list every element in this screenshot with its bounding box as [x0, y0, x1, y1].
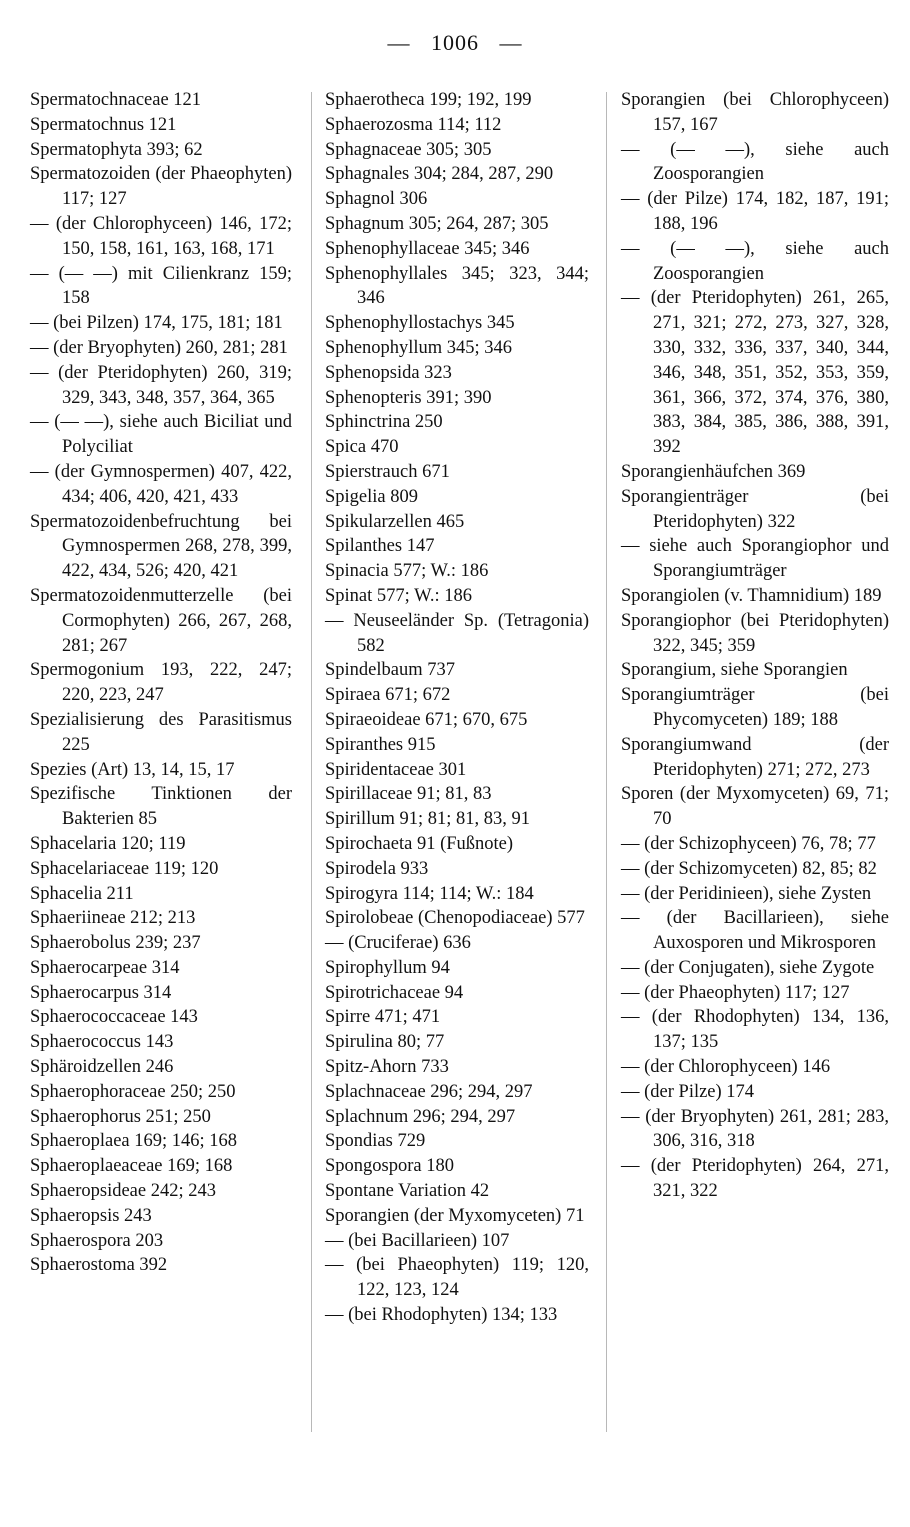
- index-entry: Sphenophyllales 345; 323, 344; 346: [325, 263, 589, 309]
- index-entry: Sphenophyllaceae 345; 346: [325, 238, 530, 259]
- index-entry: Spirodela 933: [325, 858, 429, 879]
- index-entry: Spermatozoidenbefruchtung bei Gymnospermen 268, 278, 399, 422, 434, 526; 420, 421: [30, 511, 292, 582]
- index-entry: Sphagnum 305; 264, 287; 305: [325, 213, 549, 234]
- index-entry: — (der Chlorophyceen) 146: [621, 1057, 831, 1078]
- index-entry: Sphaeropsideae 242; 243: [30, 1181, 216, 1202]
- index-entry: Sphaeriineae 212; 213: [30, 908, 196, 929]
- index-entry: Sphaerostoma 392: [30, 1255, 168, 1276]
- index-entry: Spondias 729: [325, 1131, 426, 1152]
- index-entry: Sporangiumwand (der Pteridophyten) 271; 272, 273: [621, 734, 889, 780]
- index-entry: Spermogonium 193, 222, 247; 220, 223, 247: [30, 660, 292, 706]
- index-entry: Spezifische Tinktionen der Bakterien 85: [30, 784, 292, 830]
- index-entry: Spinacia 577; W.: 186: [325, 561, 489, 582]
- index-entry: Sphaerococcus 143: [30, 1032, 174, 1053]
- index-entry: Sphaerophoraceae 250; 250: [30, 1081, 236, 1102]
- index-entry: — (der Pilze) 174, 182, 187, 191; 188, 196: [621, 189, 889, 234]
- index-entry: Spermatochnus 121: [30, 114, 177, 135]
- index-entry: — (der Bryophyten) 260, 281; 281: [30, 337, 288, 358]
- index-entry: Sphaerocarpeae 314: [30, 957, 180, 978]
- index-entry: Sphaerospora 203: [30, 1230, 164, 1251]
- index-entry: Sporangien (bei Chlorophyceen) 157, 167: [621, 90, 889, 135]
- column-divider-1: [311, 92, 312, 1432]
- index-entry: — (der Conjugaten), siehe Zygote: [621, 957, 875, 978]
- index-entry: Sphaerococcaceae 143: [30, 1007, 198, 1028]
- index-entry: — (Cruciferae) 636: [325, 933, 471, 954]
- column-divider-2: [606, 92, 607, 1432]
- index-entry: Spiraeoideae 671; 670, 675: [325, 709, 528, 730]
- index-entry: Sporangium, siehe Sporangien: [621, 660, 848, 681]
- index-entry: — (bei Bacillarieen) 107: [325, 1230, 510, 1251]
- index-entry: Sphaerozosma 114; 112: [325, 114, 502, 135]
- index-entry: Spermatozoiden (der Phaeophyten) 117; 127: [30, 164, 292, 210]
- index-column-1: [30, 88, 292, 1278]
- index-entry: Sphaerocarpus 314: [30, 982, 172, 1003]
- index-entry: Sporangiophor (bei Pteridophyten) 322, 345; 359: [621, 610, 889, 656]
- index-entry: — Neuseeländer Sp. (Tetragonia) 582: [325, 610, 589, 656]
- index-entry: — (der Pteridophyten) 260, 319; 329, 343, 348, 357, 364, 365: [30, 362, 292, 408]
- index-entry: — (der Rhodophyten) 134, 136, 137; 135: [621, 1007, 889, 1053]
- index-entry: Spilanthes 147: [325, 536, 435, 557]
- index-entry: — (der Gymnospermen) 407, 422, 434; 406, 420, 421, 433: [30, 461, 292, 507]
- index-entry: Spermatochnaceae 121: [30, 90, 202, 110]
- index-entry: Sphenopsida 323: [325, 362, 452, 383]
- index-entry: Sporangien (der Myxomyceten) 71: [325, 1205, 585, 1226]
- index-entry: — siehe auch Sporangiophor und Sporangiumträger: [621, 536, 889, 582]
- header-dash-right: —: [499, 30, 523, 55]
- index-entry: Spirotrichaceae 94: [325, 982, 464, 1003]
- index-entry: Sphinctrina 250: [325, 412, 443, 433]
- index-entry: Spiraea 671; 672: [325, 685, 451, 706]
- index-entry: Spirophyllum 94: [325, 957, 450, 978]
- index-entry: Spirogyra 114; 114; W.: 184: [325, 883, 534, 904]
- index-entry: Sphacelariaceae 119; 120: [30, 858, 219, 879]
- index-entry: Spirulina 80; 77: [325, 1032, 445, 1053]
- index-entry: Sphacelaria 120; 119: [30, 833, 186, 854]
- index-entry: Spongospora 180: [325, 1156, 454, 1177]
- index-entry: — (der Schizomyceten) 82, 85; 82: [621, 858, 877, 879]
- index-entry: Spirillum 91; 81; 81, 83, 91: [325, 809, 531, 830]
- index-entry: Splachnaceae 296; 294, 297: [325, 1081, 533, 1102]
- index-entry: — (der Pteridophyten) 264, 271, 321, 322: [621, 1156, 889, 1202]
- index-entry: — (bei Pilzen) 174, 175, 181; 181: [30, 313, 283, 334]
- index-entry: Sphenophyllostachys 345: [325, 313, 515, 334]
- index-entry: — (der Bryophyten) 261, 281; 283, 306, 316, 318: [621, 1106, 889, 1152]
- index-entry: — (— —), siehe auch Zoosporangien: [621, 139, 889, 185]
- page-number: 1006: [431, 30, 479, 55]
- index-entry: Spermatozoidenmutterzelle (bei Cormophyten) 266, 267, 268, 281; 267: [30, 585, 292, 656]
- index-entry: Sphagnaceae 305; 305: [325, 139, 492, 160]
- index-entry: Spiridentaceae 301: [325, 759, 467, 780]
- index-entry: Sporangiolen (v. Thamnidium) 189: [621, 585, 882, 606]
- index-entry: Spirre 471; 471: [325, 1007, 441, 1028]
- index-entry: Spinat 577; W.: 186: [325, 585, 472, 606]
- index-entry: — (bei Rhodophyten) 134; 133: [325, 1305, 558, 1326]
- index-entry: Spirochaeta 91 (Fußnote): [325, 833, 514, 854]
- index-entry: Sphagnales 304; 284, 287, 290: [325, 164, 554, 185]
- index-entry: Sphacelia 211: [30, 883, 134, 904]
- index-entry: Spezialisierung des Parasitismus 225: [30, 709, 292, 755]
- index-entry: — (der Pilze) 174: [621, 1081, 755, 1102]
- index-entry: Sphagnol 306: [325, 189, 428, 210]
- index-entry: Sphenophyllum 345; 346: [325, 337, 513, 358]
- index-entry: — (der Chlorophyceen) 146, 172; 150, 158, 161, 163, 168, 171: [30, 213, 292, 259]
- index-entry: Sphäroidzellen 246: [30, 1057, 174, 1078]
- index-entry: Spermatophyta 393; 62: [30, 139, 203, 160]
- index-entry: — (— —) mit Cilienkranz 159; 158: [30, 263, 292, 309]
- index-entry: Spigelia 809: [325, 486, 419, 507]
- index-entry: Sporangienträger (bei Pteridophyten) 322: [621, 486, 889, 532]
- index-entry: — (der Pteridophyten) 261, 265, 271, 321; 272, 273, 327, 328, 330, 332, 336, 337, 340, 344, 346, 348, 351, 352, 353, 359, 361, 366, 372, 374, 376, 380, 383, 384, 385, 386, 388, 391, 392: [621, 288, 889, 458]
- index-entry: Spirillaceae 91; 81, 83: [325, 784, 492, 805]
- index-entry: Sporangiumträger (bei Phycomyceten) 189; 188: [621, 685, 889, 730]
- index-entry: Spindelbaum 737: [325, 660, 456, 681]
- index-entry: Sphaeroplaea 169; 146; 168: [30, 1131, 238, 1152]
- index-entry: — (— —), siehe auch Zoosporangien: [621, 238, 889, 284]
- index-entry: — (bei Phaeophyten) 119; 120, 122, 123, 124: [325, 1255, 589, 1301]
- index-entry: Sporen (der Myxomyceten) 69, 71; 70: [621, 784, 889, 830]
- index-entry: Sphaeroplaeaceae 169; 168: [30, 1156, 233, 1177]
- index-entry: Sphaerobolus 239; 237: [30, 933, 201, 954]
- index-column-2: [325, 88, 589, 1328]
- index-column-3: [621, 88, 889, 1204]
- index-entry: Sphaeropsis 243: [30, 1205, 152, 1226]
- index-entry: Spontane Variation 42: [325, 1181, 490, 1202]
- index-entry: — (— —), siehe auch Biciliat und Polyciliat: [30, 412, 292, 458]
- index-entry: Spica 470: [325, 437, 399, 458]
- index-entry: Sphenopteris 391; 390: [325, 387, 492, 408]
- header-dash-left: —: [387, 30, 411, 55]
- index-entry: Sphaerophorus 251; 250: [30, 1106, 211, 1127]
- page-number-header: [0, 30, 910, 56]
- index-entry: Spezies (Art) 13, 14, 15, 17: [30, 759, 235, 780]
- index-entry: — (der Schizophyceen) 76, 78; 77: [621, 833, 876, 854]
- index-entry: Sphaerotheca 199; 192, 199: [325, 90, 532, 110]
- index-entry: Splachnum 296; 294, 297: [325, 1106, 516, 1127]
- index-entry: Spirolobeae (Chenopodiaceae) 577: [325, 908, 585, 929]
- index-entry: Spiranthes 915: [325, 734, 436, 755]
- index-entry: Spierstrauch 671: [325, 461, 450, 482]
- index-entry: Sporangienhäufchen 369: [621, 461, 806, 482]
- index-entry: — (der Phaeophyten) 117; 127: [621, 982, 850, 1003]
- index-entry: — (der Bacillarieen), siehe Auxosporen und Mikrosporen: [621, 908, 889, 954]
- index-entry: Spitz-Ahorn 733: [325, 1057, 449, 1078]
- index-entry: — (der Peridinieen), siehe Zysten: [621, 883, 872, 904]
- index-entry: Spikularzellen 465: [325, 511, 465, 532]
